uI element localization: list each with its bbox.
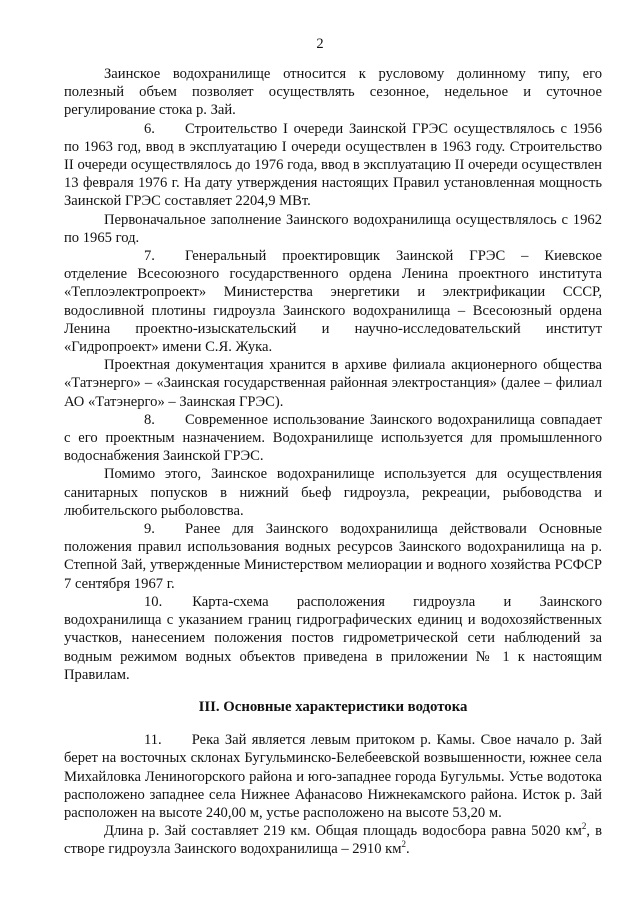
paragraph-text: Заинское водохранилище относится к русловому долинному типу, его полезный объем позволяет осуществлять сезонное, недельное и суточное регулирование стока р. Зай. [64,66,602,119]
paragraph [64,247,602,356]
paragraph-text: Длина р. Зай составляет 219 км. Общая площадь водосбора равна 5020 км [104,823,582,840]
section-heading: III. Основные характеристики водотока [198,698,468,715]
paragraph [64,120,602,211]
paragraph-number: 10. [144,593,163,610]
paragraph-text: Генеральный проектировщик Заинской ГРЭС – Киевское отделение Всесоюзного государственного ордена Ленина проектного института «Теплоэлектропроект» Министерства энергетики и электрификации СССР, водосливной плотины гидроузла Заинского водохранилища – Всесоюзный ордена Ленина проектно-изыскательский и научно-исследовательский институт «Гидропроект» имени С.Я. Жука. [64,248,602,356]
paragraph-text: Строительство I очереди Заинской ГРЭС осуществлялось с 1956 по 1963 год, ввод в эксплуатацию I очереди осуществлен в 1963 году. Строительство II очереди осуществлялось до 1976 года, ввод в эксплуатацию II очереди осуществлен 13 февраля 1976 г. На дату утверждения настоящих Правил установленная мощность Заинской ГРЭС составляет 2204,9 МВт. [64,120,602,210]
paragraph-number: 6. [144,120,155,137]
paragraph-text: . [405,841,410,858]
paragraph-number: 8. [144,411,155,428]
paragraph-number: 7. [144,248,155,265]
paragraph-text: Река Зай является левым притоком р. Камы. Свое начало р. Зай берет на восточных склонах Бугульминско-Белебеевской возвышенности, южнее села Михайловка Лениногорского района и юго-западнее города Бугульмы. Устье водотока расположено западнее села Нижнее Афанасово Нижнекамского района. Исток р. Зай расположен на высоте 240,00 м, устье расположено на высоте 53,20 м. [64,732,602,821]
paragraph [64,411,602,466]
paragraph [64,593,602,684]
paragraph-text: Помимо этого, Заинское водохранилище используется для осуществления санитарных попусков в нижний бьеф гидроузла, рекреации, рыбоводства и любительского рыболовства. [64,466,602,519]
superscript: 2 [581,821,587,832]
paragraph [64,520,602,593]
paragraph-number: 9. [144,521,155,538]
paragraph-catchment-area [64,822,602,858]
paragraph-text: Ранее для Заинского водохранилища действовали Основные положения правил использования водных ресурсов Заинского водохранилища на р. Степной Зай, утвержденные Министерством мелиорации и водного хозяйства РСФСР 7 сентября 1967 г. [64,521,602,592]
page-number: 2 [316,36,324,52]
paragraph-text: Современное использование Заинского водохранилища совпадает с его проектным назначением. Водохранилище используется для промышленного водоснабжения Заинской ГРЭС. [64,411,602,465]
paragraph [64,211,602,247]
superscript: 2 [401,839,406,850]
paragraphs-before-heading [64,65,602,684]
paragraph-text: , в створе гидроузла Заинского водохранилища – 2910 км [64,823,602,858]
paragraph-text: Проектная документация хранится в архиве филиала акционерного общества «Татэнерго» – «Заинская государственная районная электростанция» (далее – филиал АО «Татэнерго» – Заинская ГРЭС). [64,357,602,410]
paragraph [64,465,602,520]
paragraphs-after-heading [64,731,602,822]
paragraph-text: Первоначальное заполнение Заинского водохранилища осуществлялось с 1962 по 1965 год. [64,211,602,246]
paragraph [64,356,602,411]
paragraph [64,731,602,822]
document-body [64,65,602,859]
paragraph-number: 11. [144,732,162,749]
paragraph-text: Карта-схема расположения гидроузла и Заинского водохранилища с указанием границ гидрографических единиц и водохозяйственных участков, нанесением положения постов гидрометрической сети наблюдений за водным режимом водных объектов приведена в приложении № 1 к настоящим Правилам. [64,593,602,683]
paragraph [64,65,602,120]
